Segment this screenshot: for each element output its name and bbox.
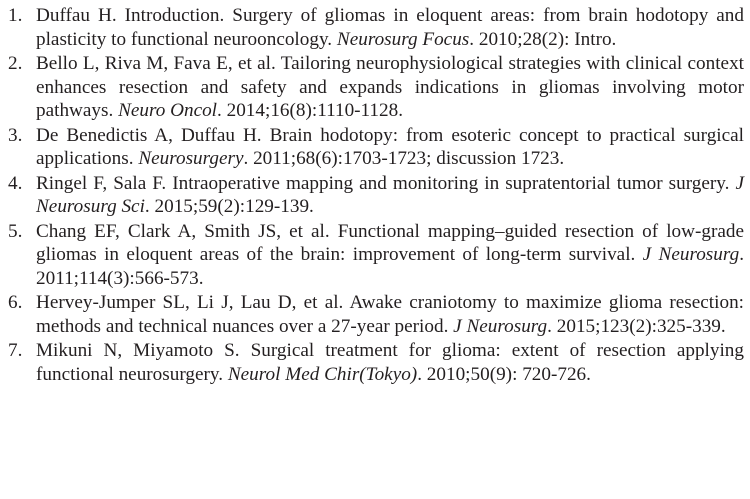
journal-name: Neurol Med Chir(Tokyo)	[227, 363, 418, 385]
reference-number: 5.	[8, 220, 23, 242]
reference-citation: . 2011;68(6):1703-1723; discussion 1723.	[243, 148, 565, 169]
reference-number: 3.	[8, 124, 23, 146]
reference-item	[7, 4, 744, 51]
reference-citation: . 2015;123(2):325-339.	[547, 315, 726, 337]
reference-item	[7, 339, 744, 386]
journal-name: J Neurosurg Sci	[36, 172, 744, 217]
journal-name: Neurosurgery	[138, 148, 244, 169]
reference-item	[7, 124, 744, 171]
reference-citation: . 2011;114(3):566-573.	[36, 244, 744, 289]
reference-item	[7, 172, 744, 219]
reference-text: Duffau H. Introduction. Surgery of gliomas in eloquent areas: from brain hodotopy and plasticity to functional neurooncology.	[36, 5, 744, 50]
reference-text: Mikuni N, Miyamoto S. Surgical treatment for glioma: extent of resection applying functional neurosurgery.	[36, 340, 744, 385]
reference-text: Chang EF, Clark A, Smith JS, et al. Functional mapping–guided resection of low-grade gliomas in eloquent areas of the brain: improvement of long-term survival.	[36, 220, 744, 265]
journal-name: Neuro Oncol	[118, 100, 218, 121]
journal-name: J Neurosurg	[642, 244, 740, 265]
reference-item	[7, 52, 744, 123]
reference-number: 1.	[8, 5, 23, 26]
journal-name: J Neurosurg	[453, 315, 548, 337]
reference-number: 4.	[8, 172, 23, 194]
reference-number: 6.	[8, 292, 23, 313]
reference-item	[7, 220, 744, 291]
reference-number: 2.	[8, 53, 23, 74]
reference-item	[7, 291, 744, 338]
reference-citation: . 2014;16(8):1110-1128.	[217, 100, 404, 121]
reference-citation: . 2010;28(2): Intro.	[469, 28, 617, 50]
reference-list	[7, 4, 744, 387]
reference-text: De Benedictis A, Duffau H. Brain hodotopy: from esoteric concept to practical surgical applications.	[36, 124, 744, 169]
journal-name: Neurosurg Focus	[336, 28, 470, 50]
reference-citation: . 2015;59(2):129-139.	[144, 196, 314, 217]
reference-text: Bello L, Riva M, Fava E, et al. Tailoring neurophysiological strategies with clinical context enhances resection and safety and expands indications in gliomas involving motor pathways.	[36, 53, 744, 121]
reference-citation: . 2010;50(9): 720-726.	[417, 363, 591, 385]
reference-number: 7.	[8, 340, 23, 361]
reference-text: Hervey-Jumper SL, Li J, Lau D, et al. Awake craniotomy to maximize glioma resection: methods and technical nuances over a 27-year period.	[36, 292, 744, 337]
reference-text: Ringel F, Sala F. Intraoperative mapping and monitoring in supratentorial tumor surgery.	[36, 172, 736, 194]
